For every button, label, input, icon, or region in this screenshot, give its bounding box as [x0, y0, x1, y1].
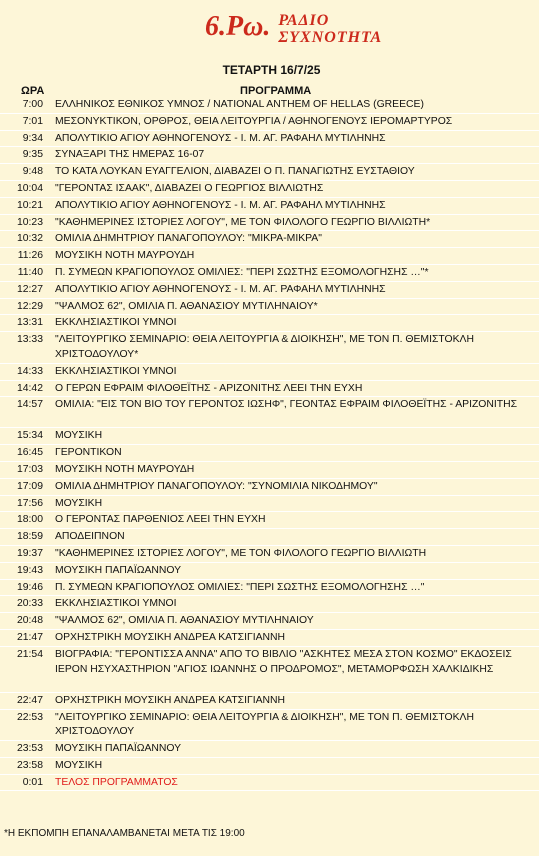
schedule-time: 10:21: [16, 199, 43, 211]
schedule-time: 22:53: [16, 711, 43, 723]
schedule-time: 20:33: [16, 598, 43, 610]
schedule-row: [0, 710, 539, 742]
schedule-program: ΜΟΥΣΙΚΗ ΝΟΤΗ ΜΑΥΡΟΥΔΗ: [55, 463, 195, 475]
schedule-row: [0, 364, 539, 381]
schedule-program: Ο ΓΕΡΩΝ ΕΦΡΑΙΜ ΦΙΛΟΘΕΪΤΗΣ - ΑΡΙΖΟΝΙΤΗΣ ΛΕΕΙ ΤΗΝ ΕΥΧΗ: [55, 382, 363, 394]
schedule-row: [0, 131, 539, 148]
schedule-program: ΜΟΥΣΙΚΗ: [55, 759, 103, 771]
schedule-time: 9:35: [22, 149, 43, 161]
schedule-row: [0, 97, 539, 114]
schedule-row: [0, 693, 539, 710]
schedule-row: [0, 741, 539, 758]
column-header-program: ΠΡΟΓΡΑΜΜΑ: [240, 85, 312, 97]
schedule-row: [0, 282, 539, 299]
schedule-time: 17:03: [16, 463, 43, 475]
schedule-time: 16:45: [16, 447, 43, 459]
logo-line-2: ΣΥΧΝΟΤΗΤΑ: [278, 29, 383, 46]
schedule-time: 10:23: [16, 216, 43, 228]
schedule-row: [0, 231, 539, 248]
schedule-time: 10:32: [16, 233, 43, 245]
schedule-row: [0, 315, 539, 332]
schedule-time: 18:59: [16, 531, 43, 543]
schedule-program: ΜΟΥΣΙΚΗ ΝΟΤΗ ΜΑΥΡΟΥΔΗ: [55, 250, 195, 262]
schedule-row: [0, 164, 539, 181]
schedule-time: 12:29: [16, 300, 43, 312]
logo-line-1: ΡΑΔΙΟ: [278, 12, 330, 29]
schedule-time: 9:34: [22, 132, 43, 144]
schedule-row: [0, 181, 539, 198]
schedule-row: [0, 496, 539, 513]
schedule-program: ΑΠΟΔΕΙΠΝΟΝ: [55, 531, 125, 543]
schedule-program: ΤΟ ΚΑΤΑ ΛΟΥΚΑΝ ΕΥΑΓΓΕΛΙΟΝ, ΔΙΑΒΑΖΕΙ Ο Π. ΠΑΝΑΓΙΩΤΗΣ ΕΥΣΤΑΘΙΟΥ: [55, 166, 415, 178]
schedule-row: [0, 114, 539, 131]
schedule-row: [0, 397, 539, 428]
schedule-time: 21:47: [16, 631, 43, 643]
schedule-row: [0, 381, 539, 398]
schedule-time: 14:57: [16, 399, 43, 411]
station-logo: [205, 8, 382, 46]
schedule-time: 15:34: [16, 430, 43, 442]
logo-mark: 6.Ρω.: [205, 11, 271, 42]
schedule-program: "ΛΕΙΤΟΥΡΓΙΚΟ ΣΕΜΙΝΑΡΙΟ: ΘΕΙΑ ΛΕΙΤΟΥΡΓΙΑ & ΔΙΟΙΚΗΣΗ", ΜΕ ΤΟΝ Π. ΘΕΜΙΣΤΟΚΛΗ ΧΡΙΣΤΟΔΟΥΛΟΥ*: [55, 334, 475, 360]
schedule-row: [0, 428, 539, 445]
schedule-time: 22:47: [16, 694, 43, 706]
schedule-row: [0, 758, 539, 775]
schedule-program: ΟΜΙΛΙΑ ΔΗΜΗΤΡΙΟΥ ΠΑΝΑΓΟΠΟΥΛΟΥ: "ΣΥΝΟΜΙΛΙΑ ΝΙΚΟΔΗΜΟΥ": [55, 480, 378, 492]
schedule-program: ΕΚΚΛΗΣΙΑΣΤΙΚΟΙ ΥΜΝΟΙ: [55, 598, 177, 610]
schedule-date: ΤΕΤΑΡΤΗ 16/7/25: [222, 63, 321, 77]
schedule-program: ΑΠΟΛΥΤΙΚΙΟ ΑΓΙΟΥ ΑΘΗΝΟΓΕΝΟΥΣ - Ι. Μ. ΑΓ. ΡΑΦΑΗΛ ΜΥΤΙΛΗΝΗΣ: [55, 132, 386, 144]
logo-text: [278, 12, 382, 46]
footnote: *Η ΕΚΠΟΜΠΗ ΕΠΑΝΑΛΑΜΒΑΝΕΤΑΙ ΜΕΤΑ ΤΙΣ 19:00: [4, 828, 245, 839]
schedule-time: 14:42: [16, 382, 43, 394]
schedule-row: [0, 563, 539, 580]
schedule-program: ΟΡΧΗΣΤΡΙΚΗ ΜΟΥΣΙΚΗ ΑΝΔΡΕΑ ΚΑΤΣΙΓΙΑΝΝΗ: [55, 631, 286, 643]
schedule-table: [0, 97, 539, 791]
schedule-time: 13:31: [16, 317, 43, 329]
schedule-row: [0, 775, 539, 792]
schedule-program: "ΚΑΘΗΜΕΡΙΝΕΣ ΙΣΤΟΡΙΕΣ ΛΟΓΟΥ", ΜΕ ΤΟΝ ΦΙΛΟΛΟΓΟ ΓΕΩΡΓΙΟ ΒΙΛΛΙΩΤΗ: [55, 547, 427, 559]
schedule-program: Ο ΓΕΡΟΝΤΑΣ ΠΑΡΘΕΝΙΟΣ ΛΕΕΙ ΤΗΝ ΕΥΧΗ: [55, 514, 266, 526]
schedule-program: ΟΜΙΛΙΑ ΔΗΜΗΤΡΙΟΥ ΠΑΝΑΓΟΠΟΥΛΟΥ: "ΜΙΚΡΑ-ΜΙΚΡΑ": [55, 233, 322, 245]
schedule-program: "ΓΕΡΟΝΤΑΣ ΙΣΑΑΚ", ΔΙΑΒΑΖΕΙ Ο ΓΕΩΡΓΙΟΣ ΒΙΛΛΙΩΤΗΣ: [55, 182, 324, 194]
schedule-program: ΟΜΙΛΙΑ: "ΕΙΣ ΤΟΝ ΒΙΟ ΤΟΥ ΓΕΡΟΝΤΟΣ ΙΩΣΗΦ", ΓΕΟΝΤΑΣ ΕΦΡΑΙΜ ΦΙΛΟΘΕΪΤΗΣ - ΑΡΙΖΟΝΙΤΗΣ: [55, 399, 518, 411]
schedule-row: [0, 299, 539, 316]
schedule-time: 7:01: [22, 115, 43, 127]
schedule-row: [0, 198, 539, 215]
schedule-row: [0, 647, 539, 693]
schedule-time: 11:40: [17, 266, 43, 278]
schedule-program: "ΨΑΛΜΟΣ 62", ΟΜΙΛΙΑ Π. ΑΘΑΝΑΣΙΟΥ ΜΥΤΙΛΗΝΑΙΟΥ*: [55, 300, 318, 312]
schedule-program: ΑΠΟΛΥΤΙΚΙΟ ΑΓΙΟΥ ΑΘΗΝΟΓΕΝΟΥΣ - Ι. Μ. ΑΓ. ΡΑΦΑΗΛ ΜΥΤΙΛΗΝΗΣ: [55, 283, 386, 295]
schedule-program: "ΨΑΛΜΟΣ 62", ΟΜΙΛΙΑ Π. ΑΘΑΝΑΣΙΟΥ ΜΥΤΙΛΗΝΑΙΟΥ: [55, 615, 314, 627]
schedule-program: ΑΠΟΛΥΤΙΚΙΟ ΑΓΙΟΥ ΑΘΗΝΟΓΕΝΟΥΣ - Ι. Μ. ΑΓ. ΡΑΦΑΗΛ ΜΥΤΙΛΗΝΗΣ: [55, 199, 386, 211]
schedule-program: ΤΕΛΟΣ ΠΡΟΓΡΑΜΜΑΤΟΣ: [55, 776, 178, 788]
schedule-time: 17:56: [16, 497, 43, 509]
schedule-program: "ΚΑΘΗΜΕΡΙΝΕΣ ΙΣΤΟΡΙΕΣ ΛΟΓΟΥ", ΜΕ ΤΟΝ ΦΙΛΟΛΟΓΟ ΓΕΩΡΓΙΟ ΒΙΛΛΙΩΤΗ*: [55, 216, 431, 228]
schedule-row: [0, 529, 539, 546]
schedule-row: [0, 445, 539, 462]
schedule-row: [0, 462, 539, 479]
column-header-time: ΩΡΑ: [21, 85, 45, 97]
schedule-program: "ΛΕΙΤΟΥΡΓΙΚΟ ΣΕΜΙΝΑΡΙΟ: ΘΕΙΑ ΛΕΙΤΟΥΡΓΙΑ & ΔΙΟΙΚΗΣΗ", ΜΕ ΤΟΝ Π. ΘΕΜΙΣΤΟΚΛΗ ΧΡΙΣΤΟΔΟΥΛΟΥ: [55, 711, 475, 738]
schedule-time: 18:00: [16, 514, 43, 526]
schedule-time: 0:01: [22, 776, 43, 788]
schedule-program: ΣΥΝΑΞΑΡΙ ΤΗΣ ΗΜΕΡΑΣ 16-07: [55, 149, 205, 161]
schedule-program: ΜΕΣΟΝΥΚΤΙΚΟΝ, ΟΡΘΡΟΣ, ΘΕΙΑ ΛΕΙΤΟΥΡΓΙΑ / ΑΘΗΝΟΓΕΝΟΥΣ ΙΕΡΟΜΑΡΤΥΡΟΣ: [55, 115, 453, 127]
schedule-time: 11:26: [17, 250, 43, 262]
schedule-time: 20:48: [16, 615, 43, 627]
schedule-time: 19:37: [16, 547, 43, 559]
schedule-time: 13:33: [16, 334, 43, 346]
schedule-program: ΜΟΥΣΙΚΗ ΠΑΠΑΪΩΑΝΝΟΥ: [55, 564, 182, 576]
schedule-row: [0, 613, 539, 630]
schedule-row: [0, 147, 539, 164]
schedule-program: ΟΡΧΗΣΤΡΙΚΗ ΜΟΥΣΙΚΗ ΑΝΔΡΕΑ ΚΑΤΣΙΓΙΑΝΝΗ: [55, 694, 286, 706]
schedule-row: [0, 596, 539, 613]
schedule-program: ΕΛΛΗΝΙΚΟΣ ΕΘΝΙΚΟΣ ΥΜΝΟΣ / NATIONAL ANTHEM OF HELLAS (GREECE): [55, 99, 424, 110]
schedule-row: [0, 580, 539, 597]
schedule-program: Π. ΣΥΜΕΩΝ ΚΡΑΓΙΟΠΟΥΛΟΣ ΟΜΙΛΙΕΣ: "ΠΕΡΙ ΣΩΣΤΗΣ ΕΞΟΜΟΛΟΓΗΣΗΣ …"*: [55, 266, 429, 278]
schedule-program: ΜΟΥΣΙΚΗ: [55, 497, 103, 509]
schedule-program: ΕΚΚΛΗΣΙΑΣΤΙΚΟΙ ΥΜΝΟΙ: [55, 317, 177, 329]
schedule-row: [0, 479, 539, 496]
schedule-time: 10:04: [16, 182, 43, 194]
schedule-row: [0, 546, 539, 563]
schedule-time: 12:27: [16, 283, 43, 295]
schedule-time: 23:58: [16, 759, 43, 771]
schedule-program: Π. ΣΥΜΕΩΝ ΚΡΑΓΙΟΠΟΥΛΟΣ ΟΜΙΛΙΕΣ: "ΠΕΡΙ ΣΩΣΤΗΣ ΕΞΟΜΟΛΟΓΗΣΗΣ …": [55, 581, 425, 593]
schedule-time: 9:48: [22, 166, 43, 178]
schedule-row: [0, 630, 539, 647]
schedule-program: ΕΚΚΛΗΣΙΑΣΤΙΚΟΙ ΥΜΝΟΙ: [55, 365, 177, 377]
schedule-time: 23:53: [16, 743, 43, 755]
schedule-row: [0, 265, 539, 282]
schedule-program: ΓΕΡΟΝΤΙΚΟΝ: [55, 447, 122, 459]
schedule-time: 19:43: [16, 564, 43, 576]
schedule-time: 21:54: [16, 648, 43, 660]
schedule-program: ΒΙΟΓΡΑΦΙΑ: "ΓΕΡΟΝΤΙΣΣΑ ΑΝΝΑ" ΑΠΟ ΤΟ ΒΙΒΛΙΟ "ΑΣΚΗΤΕΣ ΜΕΣΑ ΣΤΟΝ ΚΟΣΜΟ" ΕΚΔΟΣΕΙΣ ΙΕΡΟΝ ΗΣΥΧΑΣΤΗΡΙΟΝ "ΑΓΙΟΣ ΙΩΑΝΝΗΣ Ο ΠΡΟΔΡΟΜΟΣ", ΜΕΤΑΜΟΡΦΩΣΗ ΧΑΛΚΙΔΙΚΗΣ: [55, 648, 512, 675]
schedule-program: ΜΟΥΣΙΚΗ ΠΑΠΑΪΩΑΝΝΟΥ: [55, 743, 182, 755]
schedule-row: [0, 248, 539, 265]
schedule-row: [0, 512, 539, 529]
schedule-row: [0, 215, 539, 232]
schedule-program: ΜΟΥΣΙΚΗ: [55, 430, 103, 442]
schedule-time: 17:09: [16, 480, 43, 492]
schedule-time: 19:46: [16, 581, 43, 593]
schedule-time: 14:33: [16, 365, 43, 377]
schedule-time: 7:00: [22, 99, 43, 110]
schedule-row: [0, 332, 539, 364]
